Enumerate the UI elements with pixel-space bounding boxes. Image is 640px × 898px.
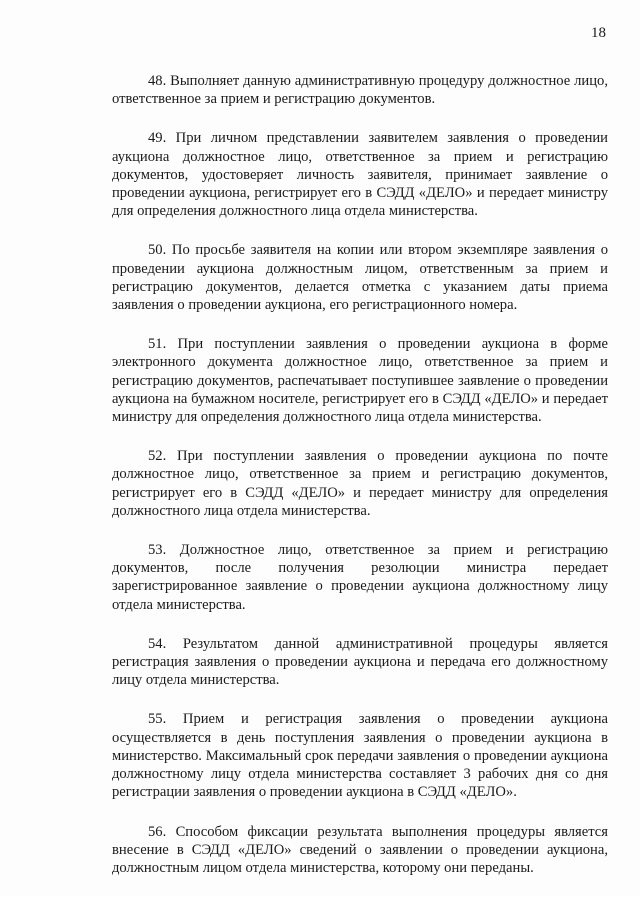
paragraph-54: 54. Результатом данной административной процедуры является регистрация заявления о проведении аукциона и передача его должностному лицу отдела министерства. xyxy=(112,635,608,689)
paragraph-55: 55. Прием и регистрация заявления о проведении аукциона осуществляется в день поступления заявления о проведении аукциона в министерство. Максимальный срок передачи заявления о проведении аукциона должностному лицу отдела министерства составляет 3 рабочих дня со дня регистрации заявления о проведении аукциона в СЭДД «ДЕЛО». xyxy=(112,711,608,801)
paragraph-53: 53. Должностное лицо, ответственное за прием и регистрацию документов, после получения резолюции министра передает зарегистрированное заявление о проведении аукциона должностному лицу отдела министерства. xyxy=(112,542,608,613)
paragraph-56: 56. Способом фиксации результата выполнения процедуры является внесение в СЭДД «ДЕЛО» сведений о заявлении о проведении аукциона, должностным лицом отдела министерства, которому они переданы. xyxy=(112,823,608,876)
document-body xyxy=(112,72,608,898)
paragraph-50: 50. По просьбе заявителя на копии или втором экземпляре заявления о проведении аукциона должностным лицом, ответственным за прием и регистрацию документов, делается отметка с указанием даты приема заявления о проведении аукциона, его регистрационного номера. xyxy=(112,242,608,314)
paragraph-48: 48. Выполняет данную административную процедуру должностное лицо, ответственное за прием и регистрацию документов. xyxy=(112,73,608,108)
paragraph-49: 49. При личном представлении заявителем заявления о проведении аукциона должностное лицо, ответственное за прием и регистрацию документов, удостоверяет личность заявителя, принимает заявление о проведении аукциона, регистрирует его в СЭДД «ДЕЛО» и передает министру для определения должностного лица отдела министерства. xyxy=(112,130,608,220)
paragraph-52: 52. При поступлении заявления о проведении аукциона по почте должностное лицо, ответственное за прием и регистрацию документов, регистрирует его в СЭДД «ДЕЛО» и передает министру для определения должностного лица отдела министерства. xyxy=(112,448,608,519)
page-number: 18 xyxy=(591,25,606,41)
paragraph-51: 51. При поступлении заявления о проведении аукциона в форме электронного документа должностное лицо, ответственное за прием и регистрацию документов, распечатывает поступившее заявление о проведении аукциона на бумажном носителе, регистрирует его в СЭДД «ДЕЛО» и передает министру для определения должностного лица отдела министерства. xyxy=(112,336,608,426)
